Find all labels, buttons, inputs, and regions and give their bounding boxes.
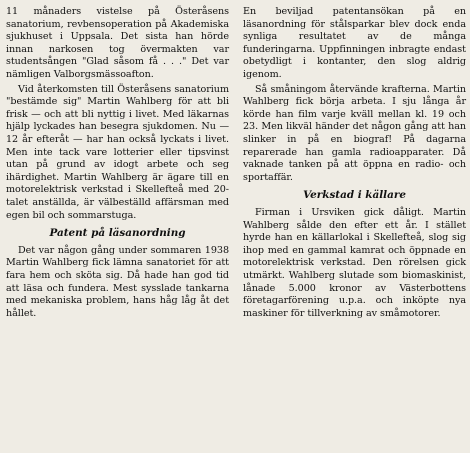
right-paragraph-2: Så småningom återvände krafterna. Martin Wahlberg fick börja arbeta. I sju långa år körde han film varje kväll mellan kl. 19 och 23. Men likväl händer det någon gång att han slinker in på en biograf! På dagarna reparerade han gamla radioapparater. Då vaknade tanken på att öppna en radio- och sportaffär. bbox=[243, 83, 466, 183]
right-column bbox=[243, 6, 466, 453]
left-paragraph-2: Vid återkomsten till Österåsens sanatorium "bestämde sig" Martin Wahlberg för att bli frisk — och att bli nyttig i livet. Med läkarnas hjälp lyckades han besegra sjukdomen. Nu — 12 år efteråt — har han också lyckats i livet. Men inte tack vare lotterier eller tipsvinst utan på grund av idogt arbete och seg ihärdighet. Martin Wahlberg är ägare till en motorelektrisk verkstad i Skellefteå med 20-talet anställda, är välbeställd affärsman med egen bil och sommarstuga. bbox=[6, 83, 229, 221]
subheading-verkstad: Verkstad i källare bbox=[303, 189, 406, 202]
right-paragraph-1: En beviljad patentansökan på en läsanordning för stålsparkar blev dock enda synliga resultatet av de många funderingarna. Uppfinningen inbragte endast obetydligt i kontanter, den slog aldrig igenom. bbox=[243, 6, 466, 80]
left-column bbox=[6, 6, 229, 453]
left-paragraph-3: Det var någon gång under sommaren 1938 Martin Wahlberg fick lämna sanatoriet för att fara hem och sköta sig. Då hade han god tid att läsa och fundera. Mest sysslade tankarna med mekaniska problem, hans håg låg åt det hållet. bbox=[6, 244, 229, 319]
right-paragraph-3: Firman i Ursviken gick dåligt. Martin Wahlberg sålde den efter ett år. I stället hyrde han en källarlokal i Skellefteå, slog sig ihop med en gammal kamrat och öppnade en motorelektrisk verkstad. Den rörelsen gick utmärkt. Wahlberg slutade som biomaskinist, lånade 5.000 kronor av Västerbottens företagarförening u.p.a. och inköpte nya maskiner för tillverkning av småmotorer. bbox=[243, 207, 466, 319]
subheading-patent: Patent på läsanordning bbox=[49, 227, 186, 240]
left-paragraph-1: 11 månaders vistelse på Österåsens sanatorium, revbensoperation på Akademiska sjukhuset i Uppsala. Det sista han hörde innan narkosen tog övermakten var studentsången "Glad såsom få . . ." Det var nämligen Valborgsmässoafton. bbox=[6, 6, 229, 80]
